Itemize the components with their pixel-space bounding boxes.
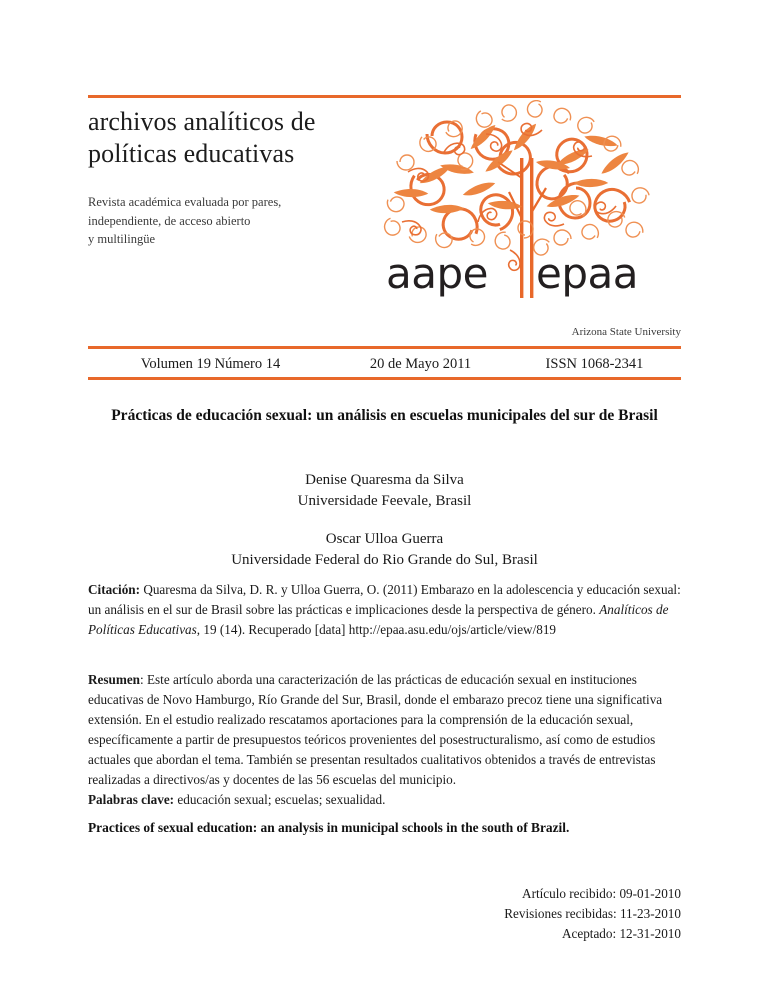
english-article-title: Practices of sexual education: an analysis in municipal schools in the south of Brazil. — [88, 820, 570, 835]
author-list — [88, 470, 681, 571]
citation-text-before: Quaresma da Silva, D. R. y Ulloa Guerra, O. (2011) Embarazo en la adolescencia y educación sexual: un análisis en el sur de Brasil sobre las prácticas e implicaciones desde la perspectiva de género. — [88, 582, 681, 618]
author-affiliation: Universidade Feevale, Brasil — [297, 493, 472, 510]
volume-bar-bottom-rule — [88, 377, 681, 380]
journal-tagline-line-1: Revista académica evaluada por pares, — [88, 195, 282, 210]
date-accepted: Aceptado: 12-31-2010 — [561, 926, 681, 942]
volume-bar-top-rule — [88, 346, 681, 349]
journal-title — [88, 106, 388, 169]
journal-title-line-1: archivos analíticos de — [88, 107, 316, 136]
citation-text-after: , 19 (14). Recuperado [data] http://epaa.asu.edu/ojs/article/view/819 — [196, 622, 557, 638]
date-received: Artículo recibido: 09-01-2010 — [522, 886, 681, 901]
citation-journal-name: Analíticos de Políticas Educativas — [88, 602, 669, 638]
issn-label: ISSN 1068-2341 — [545, 355, 644, 372]
author-affiliation: Universidade Federal do Rio Grande do Sul, Brasil — [231, 551, 538, 568]
volume-issue-label: Volumen 19 Número 14 — [140, 355, 281, 372]
journal-tagline-line-2: independiente, de acceso abierto — [88, 213, 251, 228]
citation-label: Citación: — [88, 582, 141, 597]
keywords-text: educación sexual; escuelas; sexualidad. — [174, 792, 386, 808]
author-name: Denise Quaresma da Silva — [305, 472, 464, 488]
logo-wordmark-epaa: epaa — [536, 249, 638, 298]
publication-date-label: 20 de Mayo 2011 — [369, 355, 472, 372]
logo-wordmark-aape: aape — [386, 249, 488, 298]
keywords-label: Palabras clave: — [88, 792, 175, 808]
article-title: Prácticas de educación sexual: un análisis en escuelas municipales del sur de Brasil — [111, 407, 658, 424]
logo-wordmark — [378, 248, 678, 300]
citation-block — [88, 580, 681, 640]
masthead-top-rule — [88, 95, 681, 98]
author-entry — [88, 529, 681, 572]
publisher-university: Arizona State University — [571, 326, 681, 338]
author-name: Oscar Ulloa Guerra — [325, 530, 444, 547]
abstract-label: Resumen — [88, 672, 141, 687]
aape-epaa-tree-logo — [378, 100, 678, 305]
journal-tagline — [88, 193, 388, 249]
volume-bar — [88, 352, 681, 376]
date-revisions: Revisiones recibidas: 11-23-2010 — [504, 906, 681, 922]
abstract-block — [88, 670, 681, 810]
journal-tagline-line-3: y multilingüe — [88, 232, 156, 247]
journal-title-line-2: políticas educativas — [88, 138, 295, 168]
abstract-text: : Este artículo aborda una caracterización de las prácticas de educación sexual en instituciones educativas de Novo Hamburgo, Río Grande del Sur, Brasil, donde el embarazo precoz tiene una significativa extensión. En el estudio realizado rescatamos aportaciones para la comprensión de la educación sexual, específicamente a partir de presupuestos teóricos provenientes del posestructuralismo, así como de estudios actuales que abordan el tema. También se presentan resultados cualitativos obtenidos a través de entrevistas realizadas a directivos/as y docentes de las 56 escuelas del municipio. — [88, 672, 663, 788]
author-entry — [88, 470, 681, 513]
keywords-block — [88, 790, 681, 810]
journal-masthead — [88, 106, 388, 249]
submission-dates — [88, 884, 681, 944]
